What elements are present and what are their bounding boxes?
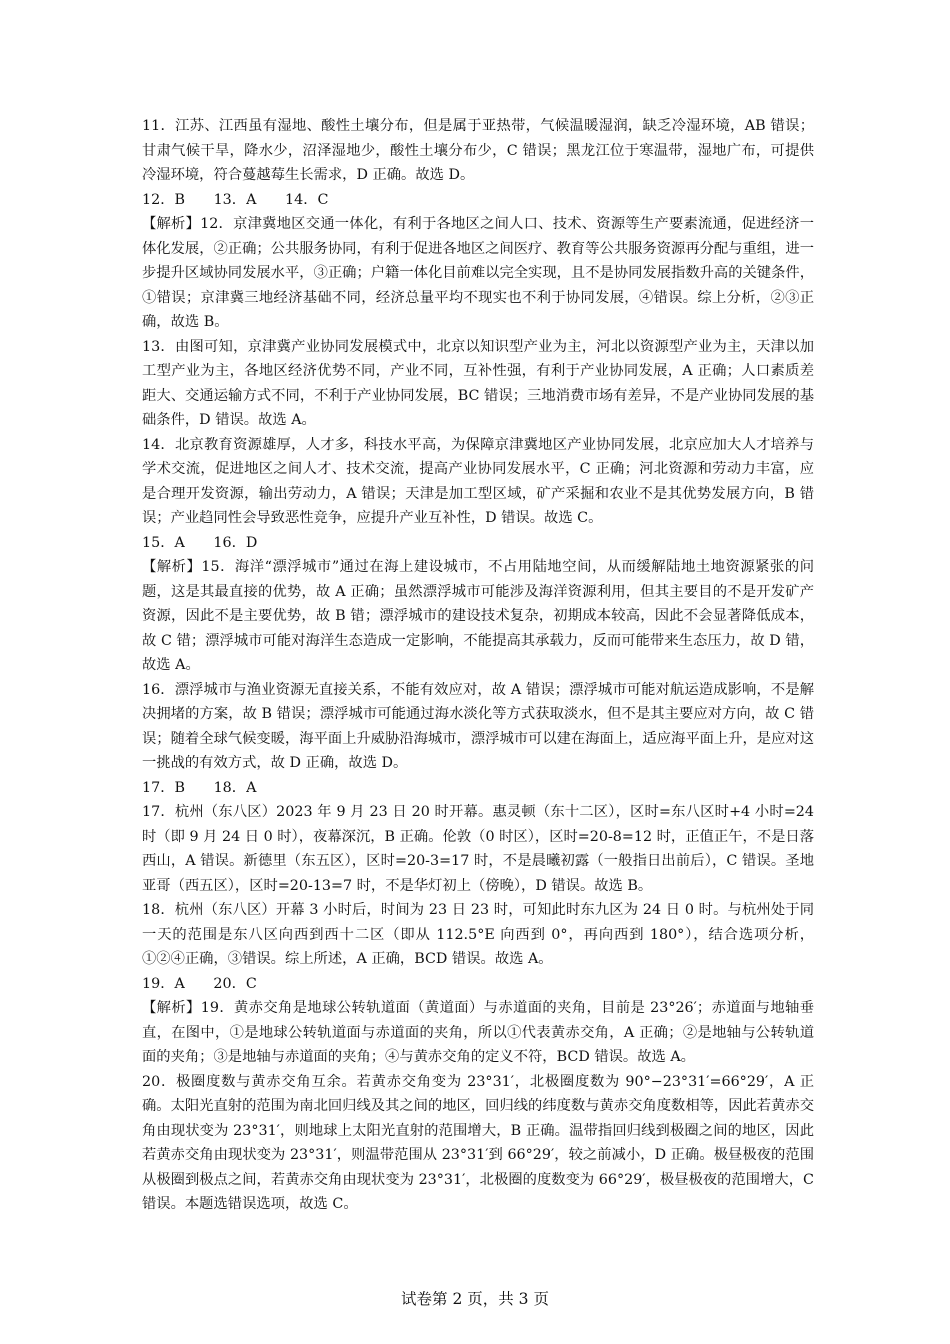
analysis-paragraph-18: 18．杭州（东八区）开幕 3 小时后，时间为 23 日 23 时，可知此时东九区为 24 日 0 时。与杭州处于同一天的范围是东八区向西到西十二区（即从 112.5°E 向西到 0°，再向西到 180°），结合选项分析，①②④正确，③错误。综上所述，A 正确，BCD 错误。故选 A。 [142, 902, 814, 967]
answer-key-15-16: 15．A 16．D [142, 534, 258, 551]
answer-paragraph-11: 11．江苏、江西虽有湿地、酸性土壤分布，但是属于亚热带，气候温暖湿润，缺乏冷湿环境，AB 错误；甘肃气候干旱，降水少，沼泽湿地少，酸性土壤分布少，C 错误；黑龙江位于寒温带，湿地广布，可提供冷湿环境，符合蔓越莓生长需求，D 正确。故选 D。 [142, 118, 814, 183]
analysis-paragraph-15: 【解析】15．海洋“漂浮城市”通过在海上建设城市，不占用陆地空间，从而缓解陆地土地资源紧张的问题，这是其最直接的优势，故 A 正确；虽然漂浮城市可能涉及海洋资源利用，但其主要目的不是开发矿产资源，因此不是主要优势，故 B 错；漂浮城市的建设技术复杂，初期成本较高，因此不会显著降低成本，故 C 错；漂浮城市可能对海洋生态造成一定影响，不能提高其承载力，反而可能带来生态压力，故 D 错，故选 A。 [142, 559, 814, 673]
analysis-paragraph-17: 17．杭州（东八区）2023 年 9 月 23 日 20 时开幕。惠灵顿（东十二区），区时=东八区时+4 小时=24 时（即 9 月 24 日 0 时），夜幕深沉，B 正确。伦敦（0 时区），区时=20-8=12 时，正值正午，不是日落西山，A 错误。新德里（东五区），区时=20-3=17 时，不是晨曦初露（一般指日出前后），C 错误。圣地亚哥（西五区），区时=20-13=7 时，不是华灯初上（傍晚），D 错误。故选 B。 [142, 804, 814, 894]
analysis-paragraph-14: 14．北京教育资源雄厚，人才多，科技水平高，为保障京津冀地区产业协同发展，北京应加大人才培养与学术交流，促进地区之间人才、技术交流，提高产业协同发展水平，C 正确；河北资源和劳动力丰富，应是合理开发资源，输出劳动力，A 错误；天津是加工型区域，矿产采掘和农业不是其优势发展方向，B 错误；产业趋同性会导致恶性竞争，应提升产业互补性，D 错误。故选 C。 [142, 436, 814, 526]
analysis-paragraph-12: 【解析】12．京津冀地区交通一体化，有利于各地区之间人口、技术、资源等生产要素流通，促进经济一体化发展，②正确；公共服务协同，有利于促进各地区之间医疗、教育等公共服务资源再分配与重组，进一步提升区域协同发展水平，③正确；户籍一体化目前难以完全实现，且不是协同发展指数升高的关键条件，①错误；京津冀三地经济基础不同，经济总量平均不现实也不利于协同发展，④错误。综上分析，②③正确，故选 B。 [142, 216, 814, 330]
analysis-paragraph-16: 16．漂浮城市与渔业资源无直接关系，不能有效应对，故 A 错误；漂浮城市可能对航运造成影响，不是解决拥堵的方案，故 B 错误；漂浮城市可能通过海水淡化等方式获取淡水，但不是其主要应对方向，故 C 错误；随着全球气候变暖，海平面上升威胁沿海城市，漂浮城市可以建在海面上，适应海平面上升，是应对这一挑战的有效方式，故 D 正确，故选 D。 [142, 681, 814, 771]
answer-content [142, 114, 814, 1217]
page-footer: 试卷第 2 页，共 3 页 [401, 1290, 549, 1308]
answer-key-17-18: 17．B 18．A [142, 779, 257, 796]
analysis-paragraph-20: 20．极圈度数与黄赤交角互余。若黄赤交角变为 23°31′，北极圈度数为 90°−23°31′=66°29′，A 正确。太阳光直射的范围为南北回归线及其之间的地区，回归线的纬度数与黄赤交角度数相等，因此若黄赤交角由现状变为 23°31′，则地球上太阳光直射的范围增大，B 正确。温带指回归线到极圈之间的地区，因此若黄赤交角由现状变为 23°31′，则温带范围从 23°31′到 66°29′，较之前减小，D 正确。极昼极夜的范围从极圈到极点之间，若黄赤交角由现状变为 23°31′，北极圈的度数变为 66°29′，极昼极夜的范围增大，C 错误。本题选错误选项，故选 C。 [142, 1073, 814, 1212]
analysis-paragraph-19: 【解析】19．黄赤交角是地球公转轨道面（黄道面）与赤道面的夹角，目前是 23°26′；赤道面与地轴垂直，在图中，①是地球公转轨道面与赤道面的夹角，所以①代表黄赤交角，A 正确；②是地轴与公转轨道面的夹角；③是地轴与赤道面的夹角；④与黄赤交角的定义不符，BCD 错误。故选 A。 [142, 1000, 814, 1065]
answer-key-12-14: 12．B 13．A 14．C [142, 191, 329, 208]
answer-key-19-20: 19．A 20．C [142, 975, 257, 992]
analysis-paragraph-13: 13．由图可知，京津冀产业协同发展模式中，北京以知识型产业为主，河北以资源型产业为主，天津以加工型产业为主，各地区经济优势不同，产业不同，互补性强，有利于产业协同发展，A 正确；人口素质差距大、交通运输方式不同，不利于产业协同发展，BC 错误；三地消费市场有差异，不是产业协同发展的基础条件，D 错误。故选 A。 [142, 338, 814, 428]
